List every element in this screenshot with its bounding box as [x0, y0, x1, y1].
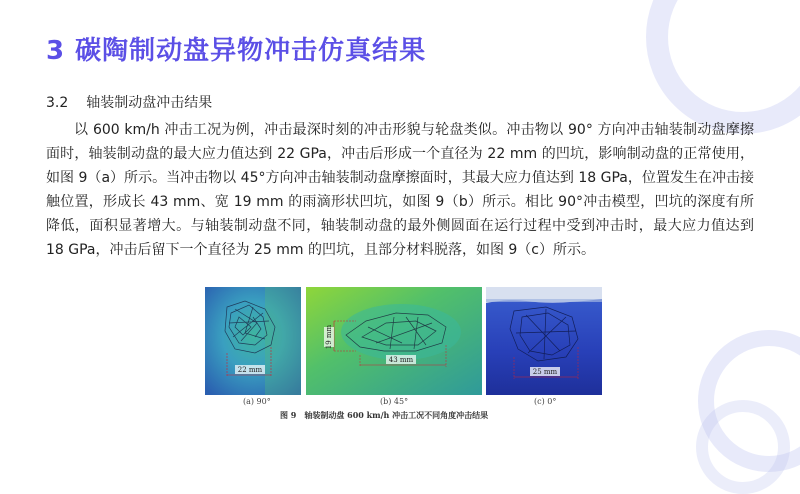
- panel-caption-a: (a) 90°: [243, 397, 271, 406]
- simulation-image-b: [306, 287, 482, 395]
- section-title: 轴装制动盘冲击结果: [86, 95, 213, 111]
- panel-caption-b: (b) 45°: [380, 397, 409, 406]
- section-number: 3.2: [46, 95, 69, 111]
- simulation-image-a: [205, 287, 301, 395]
- body-paragraph: 以 600 km/h 冲击工况为例，冲击最深时刻的冲击形貌与轮盘类似。冲击物以 90° 方向冲击轴装制动盘摩擦面时，轴装制动盘的最大应力值达到 22 GPa，冲击后形成一个直径为 22 mm 的凹坑，影响制动盘的正常使用，如图 9（a）所示。当冲击物以 45°方向冲击轴装制动盘摩擦面时，其最大应力值达到 18 GPa，位置发生在冲击接触位置，形成长 43 mm、宽 19 mm 的雨滴形状凹坑，如图 9（b）所示。相比 90°冲击模型，凹坑的深度有所降低，面积显著增大。与轴装制动盘不同，轴装制动盘的最外侧圆面在运行过程中受到冲击时，最大应力值达到 18 GPa，冲击后留下一个直径为 25 mm 的凹坑，且部分材料脱落，如图 9（c）所示。: [46, 122, 754, 258]
- dimension-label-b-height: 19 mm: [325, 324, 333, 350]
- figure-panel-b: [306, 287, 482, 395]
- dimension-label-c: 25 mm: [532, 368, 558, 376]
- figure-panel-c: [486, 287, 602, 395]
- figure-panel-a: [205, 287, 301, 395]
- section-heading: [46, 92, 212, 112]
- decorative-ring-bottom-right: [698, 330, 800, 472]
- decorative-ring-bottom-right-small: [696, 400, 790, 494]
- decorative-ring-top-right: [646, 0, 800, 134]
- dimension-label-a: 22 mm: [237, 366, 263, 374]
- figure-caption: 图 9 轴装制动盘 600 km/h 冲击工况不同角度冲击结果: [280, 410, 489, 420]
- simulation-image-c: [486, 287, 602, 395]
- slide-title: 3 碳陶制动盘异物冲击仿真结果: [46, 36, 427, 66]
- panel-caption-c: (c) 0°: [534, 397, 557, 406]
- dimension-label-b-length: 43 mm: [388, 356, 414, 364]
